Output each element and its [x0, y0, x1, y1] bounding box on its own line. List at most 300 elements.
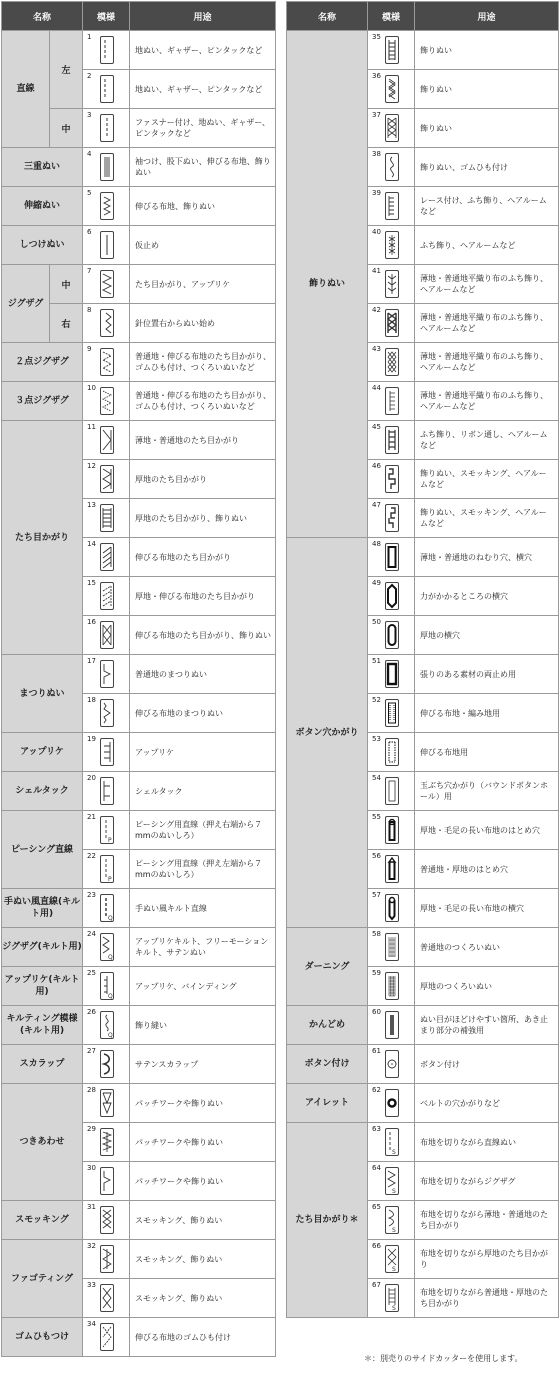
table-row [2, 772, 276, 811]
pattern-cell[interactable] [83, 187, 130, 226]
pattern-cell[interactable] [368, 1279, 415, 1318]
pattern-number: 14 [87, 540, 96, 548]
pattern-cell[interactable] [368, 187, 415, 226]
pattern-cell[interactable] [368, 772, 415, 811]
svg-text:S: S [392, 1149, 396, 1155]
pattern-cell[interactable] [83, 1279, 130, 1318]
pattern-cell[interactable] [83, 499, 130, 538]
pattern-number: 47 [372, 501, 381, 509]
table-row [287, 538, 559, 577]
buttonhole-icon [385, 582, 399, 610]
use-cell: ピーシング用直線（押え右端から７mmのぬいしろ） [130, 811, 276, 850]
pattern-cell[interactable] [83, 1045, 130, 1084]
pattern-cell[interactable] [83, 538, 130, 577]
use-cell: 薄地・普通地平織り布のふち飾り、ヘアルームなど [415, 265, 559, 304]
stitch-table-left [1, 1, 276, 1357]
category-cell: スカラップ [2, 1045, 83, 1084]
pattern-cell[interactable] [83, 148, 130, 187]
straight-stitch-icon [100, 36, 114, 64]
pattern-number: 28 [87, 1086, 96, 1094]
pattern-number: 57 [372, 891, 381, 899]
pattern-cell[interactable] [368, 499, 415, 538]
use-cell: 薄地・普通地のたち目かがり [130, 421, 276, 460]
straight-stitch-icon [100, 114, 114, 142]
pattern-number: 55 [372, 813, 381, 821]
elastic-stitch-icon [100, 1323, 114, 1351]
table-row [2, 733, 276, 772]
pattern-cell[interactable] [368, 655, 415, 694]
table-row [2, 928, 276, 967]
pattern-number: 9 [87, 345, 92, 353]
pattern-number: 67 [372, 1281, 381, 1289]
pattern-cell[interactable] [83, 772, 130, 811]
table-row [2, 31, 276, 70]
header-pattern: 模様 [368, 2, 415, 31]
category-cell: ボタン穴かがり [287, 538, 368, 928]
pattern-cell[interactable] [368, 421, 415, 460]
lattice-stitch-icon [385, 114, 399, 142]
pattern-cell[interactable] [83, 1006, 130, 1045]
pattern-cell[interactable] [83, 577, 130, 616]
serpentine-stitch-icon [385, 75, 399, 103]
use-cell: 薄地・普通地平織り布のふち飾り、ヘアルームなど [415, 382, 559, 421]
pattern-cell[interactable] [368, 148, 415, 187]
table-row [2, 1201, 276, 1240]
category-cell: たち目かがり [2, 421, 83, 655]
use-cell: 厚地のたち目かがり、飾りぬい [130, 499, 276, 538]
use-cell: 薄地・普通地平織り布のふち飾り、ヘアルームなど [415, 343, 559, 382]
category-cell: ゴムひもつけ [2, 1318, 83, 1357]
use-cell: 伸びる布地・編み地用 [415, 694, 559, 733]
table-row [2, 1045, 276, 1084]
pattern-number: 5 [87, 189, 92, 197]
scallop-stitch-icon [100, 1050, 114, 1078]
pattern-number: 44 [372, 384, 381, 392]
pattern-number: 43 [372, 345, 381, 353]
table-row [287, 1006, 559, 1045]
category-cell: 三重ぬい [2, 148, 83, 187]
svg-text:P: P [108, 876, 112, 882]
pattern-cell[interactable] [368, 616, 415, 655]
patchwork-stitch-icon [100, 1128, 114, 1156]
pattern-number: 42 [372, 306, 381, 314]
table-row [2, 811, 276, 850]
pattern-cell[interactable] [83, 226, 130, 265]
category-cell: ３点ジグザグ [2, 382, 83, 421]
category-cell: アイレット [287, 1084, 368, 1123]
pattern-number: 63 [372, 1125, 381, 1133]
buttonhole-icon [385, 738, 399, 766]
pattern-number: 8 [87, 306, 92, 314]
pattern-cell[interactable] [368, 1201, 415, 1240]
use-cell: 地ぬい、ギャザー、ピンタックなど [130, 70, 276, 109]
use-cell: レース付け、ふち飾り、ヘアルームなど [415, 187, 559, 226]
use-cell: アップリケ [130, 733, 276, 772]
quilt-zigzag-stitch-icon [100, 933, 114, 961]
svg-text:Q: Q [108, 1032, 113, 1038]
use-cell: 布地を切りながらジグザグ [415, 1162, 559, 1201]
overcast-stitch-icon [100, 426, 114, 454]
blind-hem-stitch-icon [100, 660, 114, 688]
use-cell: 地ぬい、ギャザー、ピンタックなど [130, 31, 276, 70]
use-cell: パッチワークや飾りぬい [130, 1084, 276, 1123]
pattern-cell[interactable] [83, 109, 130, 148]
pattern-cell[interactable] [368, 1045, 415, 1084]
stitch-table-right [286, 1, 559, 1318]
table-row [2, 1318, 276, 1357]
pattern-cell[interactable] [368, 31, 415, 70]
use-cell: ベルトの穴かがりなど [415, 1084, 559, 1123]
pattern-cell[interactable] [368, 265, 415, 304]
header-use: 用途 [415, 2, 559, 31]
svg-text:Q: Q [108, 954, 113, 960]
use-cell: 袖つけ、股下ぬい、伸びる布地、飾りぬい [130, 148, 276, 187]
use-cell: 針位置右からぬい始め [130, 304, 276, 343]
pattern-cell[interactable] [83, 967, 130, 1006]
pattern-number: 60 [372, 1008, 381, 1016]
side-cutter-stitch-icon [385, 1206, 399, 1234]
table-row [2, 1240, 276, 1279]
fagoting-stitch-icon [100, 1245, 114, 1273]
stretch-stitch-icon [100, 192, 114, 220]
pattern-number: 30 [87, 1164, 96, 1172]
header-use: 用途 [130, 2, 276, 31]
table-row [2, 1006, 276, 1045]
use-cell: 飾り縫い [130, 1006, 276, 1045]
pattern-cell[interactable] [83, 1201, 130, 1240]
pattern-cell[interactable] [368, 538, 415, 577]
pattern-number: 33 [87, 1281, 96, 1289]
pattern-number: 59 [372, 969, 381, 977]
pattern-number: 45 [372, 423, 381, 431]
pattern-number: 25 [87, 969, 96, 977]
quilt-applique-stitch-icon [100, 972, 114, 1000]
use-cell: 伸びる布地のたち目かがり [130, 538, 276, 577]
darning-stitch-icon [385, 972, 399, 1000]
wave-stitch-icon [385, 153, 399, 181]
use-cell: 厚地・伸びる布地のたち目かがり [130, 577, 276, 616]
pattern-cell[interactable] [83, 694, 130, 733]
fagoting-stitch-icon [100, 1284, 114, 1312]
use-cell: たち目かがり、アップリケ [130, 265, 276, 304]
pattern-number: 3 [87, 111, 92, 119]
three-step-zigzag-icon [100, 387, 114, 415]
table-row [2, 889, 276, 928]
pattern-number: 36 [372, 72, 381, 80]
pattern-number: 53 [372, 735, 381, 743]
pattern-cell[interactable] [83, 70, 130, 109]
pattern-number: 29 [87, 1125, 96, 1133]
bound-buttonhole-icon [385, 777, 399, 805]
pattern-cell[interactable] [368, 1006, 415, 1045]
pattern-cell[interactable] [368, 70, 415, 109]
greek-key-stitch-icon [385, 465, 399, 493]
pattern-cell[interactable] [368, 1162, 415, 1201]
pattern-number: 18 [87, 696, 96, 704]
greek-key-stitch-icon [385, 504, 399, 532]
use-cell: 普通地のつくろいぬい [415, 928, 559, 967]
pattern-cell[interactable] [368, 694, 415, 733]
pattern-cell[interactable] [368, 1240, 415, 1279]
use-cell: シェルタック [130, 772, 276, 811]
use-cell: 伸びる布地のまつりぬい [130, 694, 276, 733]
table-row [2, 967, 276, 1006]
pattern-cell[interactable] [83, 850, 130, 889]
use-cell: 厚地の横穴 [415, 616, 559, 655]
buttonhole-icon [385, 543, 399, 571]
triple-stitch-icon [100, 153, 114, 181]
pattern-number: 12 [87, 462, 96, 470]
straight-stitch-icon [100, 75, 114, 103]
pattern-cell[interactable] [83, 1240, 130, 1279]
pattern-cell[interactable] [368, 850, 415, 889]
pattern-number: 19 [87, 735, 96, 743]
pattern-cell[interactable] [83, 733, 130, 772]
pattern-cell[interactable] [83, 265, 130, 304]
keyhole-buttonhole-icon [385, 855, 399, 883]
header-pattern: 模様 [83, 2, 130, 31]
pattern-number: 52 [372, 696, 381, 704]
overcast-stitch-icon [100, 543, 114, 571]
pattern-number: 46 [372, 462, 381, 470]
category-cell: ピーシング直線 [2, 811, 83, 889]
pattern-cell[interactable] [83, 343, 130, 382]
header-row [287, 2, 559, 31]
pattern-number: 27 [87, 1047, 96, 1055]
use-cell: 普通地・伸びる布地のたち目かがり、ゴムひも付け、つくろいぬいなど [130, 382, 276, 421]
pattern-cell[interactable] [368, 304, 415, 343]
pattern-cell[interactable] [83, 811, 130, 850]
blind-hem-stitch-icon [100, 699, 114, 727]
pattern-number: 34 [87, 1320, 96, 1328]
pattern-cell[interactable] [368, 460, 415, 499]
zigzag-stitch-icon [100, 270, 114, 298]
pattern-cell[interactable] [83, 31, 130, 70]
use-cell: ぬい目がほどけやすい箇所、あき止まり部分の補強用 [415, 1006, 559, 1045]
category-cell: アップリケ [2, 733, 83, 772]
pattern-number: 56 [372, 852, 381, 860]
comb-stitch-icon [385, 192, 399, 220]
overcast-stitch-icon [100, 582, 114, 610]
overcast-stitch-icon [100, 621, 114, 649]
stipple-stitch-icon [100, 1011, 114, 1039]
category-cell: しつけぬい [2, 226, 83, 265]
hand-look-quilt-stitch-icon [100, 894, 114, 922]
overcast-stitch-icon [100, 465, 114, 493]
table-row [2, 148, 276, 187]
bartack-stitch-icon [385, 1011, 399, 1039]
use-cell: 伸びる布地のゴムひも付け [130, 1318, 276, 1357]
use-cell: 伸びる布地用 [415, 733, 559, 772]
category-cell: ダーニング [287, 928, 368, 1006]
use-cell: 厚地・毛足の長い布地の横穴 [415, 889, 559, 928]
zigzag-right-stitch-icon [100, 309, 114, 337]
pattern-number: 51 [372, 657, 381, 665]
heirloom-stitch-icon [385, 270, 399, 298]
use-cell: 飾りぬい [415, 70, 559, 109]
pattern-number: 41 [372, 267, 381, 275]
pattern-number: 49 [372, 579, 381, 587]
star-stitch-icon [385, 231, 399, 259]
pattern-cell[interactable] [83, 1162, 130, 1201]
use-cell: ふち飾り、リボン通し、ヘアルームなど [415, 421, 559, 460]
footnote: ＊：別売りのサイドカッターを使用します。 [364, 1354, 523, 1363]
table-row [2, 1084, 276, 1123]
use-cell: 飾りぬい、ゴムひも付け [415, 148, 559, 187]
category-cell: ジグザグ [2, 265, 50, 343]
table-row [2, 382, 276, 421]
use-cell: 厚地・毛足の長い布地のはとめ穴 [415, 811, 559, 850]
use-cell: スモッキング、飾りぬい [130, 1240, 276, 1279]
pattern-number: 48 [372, 540, 381, 548]
use-cell: スモッキング、飾りぬい [130, 1279, 276, 1318]
pattern-cell[interactable] [368, 811, 415, 850]
pattern-number: 23 [87, 891, 96, 899]
pattern-cell[interactable] [368, 226, 415, 265]
pattern-cell[interactable] [83, 460, 130, 499]
pattern-number: 6 [87, 228, 92, 236]
subcategory-cell: 中 [50, 265, 83, 304]
category-cell: 直線 [2, 31, 50, 148]
keyhole-buttonhole-icon [385, 816, 399, 844]
heirloom-stitch-icon [385, 309, 399, 337]
pattern-cell[interactable] [83, 928, 130, 967]
category-cell: アップリケ(キルト用) [2, 967, 83, 1006]
use-cell: 普通地のまつりぬい [130, 655, 276, 694]
keyhole-buttonhole-icon [385, 894, 399, 922]
svg-text:S: S [392, 1188, 396, 1194]
svg-text:S: S [392, 1266, 396, 1272]
pattern-cell[interactable] [368, 733, 415, 772]
category-cell: たち目かがり＊ [287, 1123, 368, 1318]
use-cell: パッチワークや飾りぬい [130, 1162, 276, 1201]
patchwork-stitch-icon [100, 1089, 114, 1117]
pattern-cell[interactable] [83, 304, 130, 343]
pattern-number: 58 [372, 930, 381, 938]
side-cutter-stitch-icon [385, 1284, 399, 1312]
use-cell: 力がかかるところの横穴 [415, 577, 559, 616]
pattern-cell[interactable] [83, 1123, 130, 1162]
pattern-cell[interactable] [83, 655, 130, 694]
pattern-number: 32 [87, 1242, 96, 1250]
pattern-number: 61 [372, 1047, 381, 1055]
pattern-cell[interactable] [368, 109, 415, 148]
header-name: 名称 [2, 2, 83, 31]
pattern-number: 66 [372, 1242, 381, 1250]
pattern-cell[interactable] [83, 616, 130, 655]
side-cutter-stitch-icon [385, 1245, 399, 1273]
heirloom-stitch-icon [385, 387, 399, 415]
pattern-cell[interactable] [368, 889, 415, 928]
buttonhole-icon [385, 699, 399, 727]
table-row [287, 1123, 559, 1162]
pattern-number: 16 [87, 618, 96, 626]
eyelet-icon [385, 1089, 399, 1117]
pattern-cell[interactable] [368, 928, 415, 967]
table-row [287, 928, 559, 967]
use-cell: 伸びる布地、飾りぬい [130, 187, 276, 226]
category-cell: まつりぬい [2, 655, 83, 733]
use-cell: 飾りぬい、スモッキング、ヘアルームなど [415, 499, 559, 538]
shell-tuck-stitch-icon [100, 777, 114, 805]
use-cell: 厚地のつくろいぬい [415, 967, 559, 1006]
pattern-number: 1 [87, 33, 92, 41]
use-cell: サテンスカラップ [130, 1045, 276, 1084]
table-row [2, 421, 276, 460]
subcategory-cell: 右 [50, 304, 83, 343]
subcategory-cell: 中 [50, 109, 83, 148]
category-cell: 手ぬい風直線(キルト用) [2, 889, 83, 928]
use-cell: 手ぬい風キルト直線 [130, 889, 276, 928]
table-row [2, 226, 276, 265]
piecing-stitch-icon [100, 816, 114, 844]
pattern-number: 50 [372, 618, 381, 626]
table-row [287, 1084, 559, 1123]
pattern-cell[interactable] [83, 421, 130, 460]
category-cell: ボタン付け [287, 1045, 368, 1084]
pattern-number: 38 [372, 150, 381, 158]
heirloom-stitch-icon [385, 348, 399, 376]
button-sewing-icon [385, 1050, 399, 1078]
pattern-number: 39 [372, 189, 381, 197]
pattern-cell[interactable] [368, 1123, 415, 1162]
use-cell: 張りのある素材の両止め用 [415, 655, 559, 694]
pattern-cell[interactable] [368, 343, 415, 382]
category-cell: キルティング模様(キルト用) [2, 1006, 83, 1045]
buttonhole-icon [385, 660, 399, 688]
category-cell: 伸縮ぬい [2, 187, 83, 226]
pattern-cell[interactable] [368, 967, 415, 1006]
pattern-cell[interactable] [368, 577, 415, 616]
pattern-cell[interactable] [83, 1318, 130, 1357]
svg-text:P: P [108, 837, 112, 843]
pattern-number: 13 [87, 501, 96, 509]
use-cell: 布地を切りながら薄地・普通地のたち目かがり [415, 1201, 559, 1240]
pattern-number: 4 [87, 150, 92, 158]
table-row [287, 1045, 559, 1084]
table-row [2, 343, 276, 382]
side-cutter-stitch-icon [385, 1167, 399, 1195]
table-row [287, 31, 559, 70]
pattern-number: 31 [87, 1203, 96, 1211]
pattern-number: 35 [372, 33, 381, 41]
ribbon-stitch-icon [385, 426, 399, 454]
pattern-cell[interactable] [368, 382, 415, 421]
pattern-cell[interactable] [83, 889, 130, 928]
patchwork-stitch-icon [100, 1167, 114, 1195]
subcategory-cell: 左 [50, 31, 83, 109]
pattern-number: 40 [372, 228, 381, 236]
svg-text:S: S [392, 1305, 396, 1311]
pattern-number: 62 [372, 1086, 381, 1094]
use-cell: 厚地のたち目かがり [130, 460, 276, 499]
table-row [2, 655, 276, 694]
pattern-number: 26 [87, 1008, 96, 1016]
pattern-number: 7 [87, 267, 92, 275]
pattern-number: 37 [372, 111, 381, 119]
pattern-number: 21 [87, 813, 96, 821]
use-cell: 伸びる布地のたち目かがり、飾りぬい [130, 616, 276, 655]
use-cell: パッチワークや飾りぬい [130, 1123, 276, 1162]
pattern-cell[interactable] [83, 1084, 130, 1123]
use-cell: アップリケ、バインディング [130, 967, 276, 1006]
pattern-number: 11 [87, 423, 96, 431]
use-cell: 普通地・厚地のはとめ穴 [415, 850, 559, 889]
use-cell: 薄地・普通地平織り布のふち飾り、ヘアルームなど [415, 304, 559, 343]
pattern-cell[interactable] [368, 1084, 415, 1123]
pattern-cell[interactable] [83, 382, 130, 421]
use-cell: スモッキング、飾りぬい [130, 1201, 276, 1240]
